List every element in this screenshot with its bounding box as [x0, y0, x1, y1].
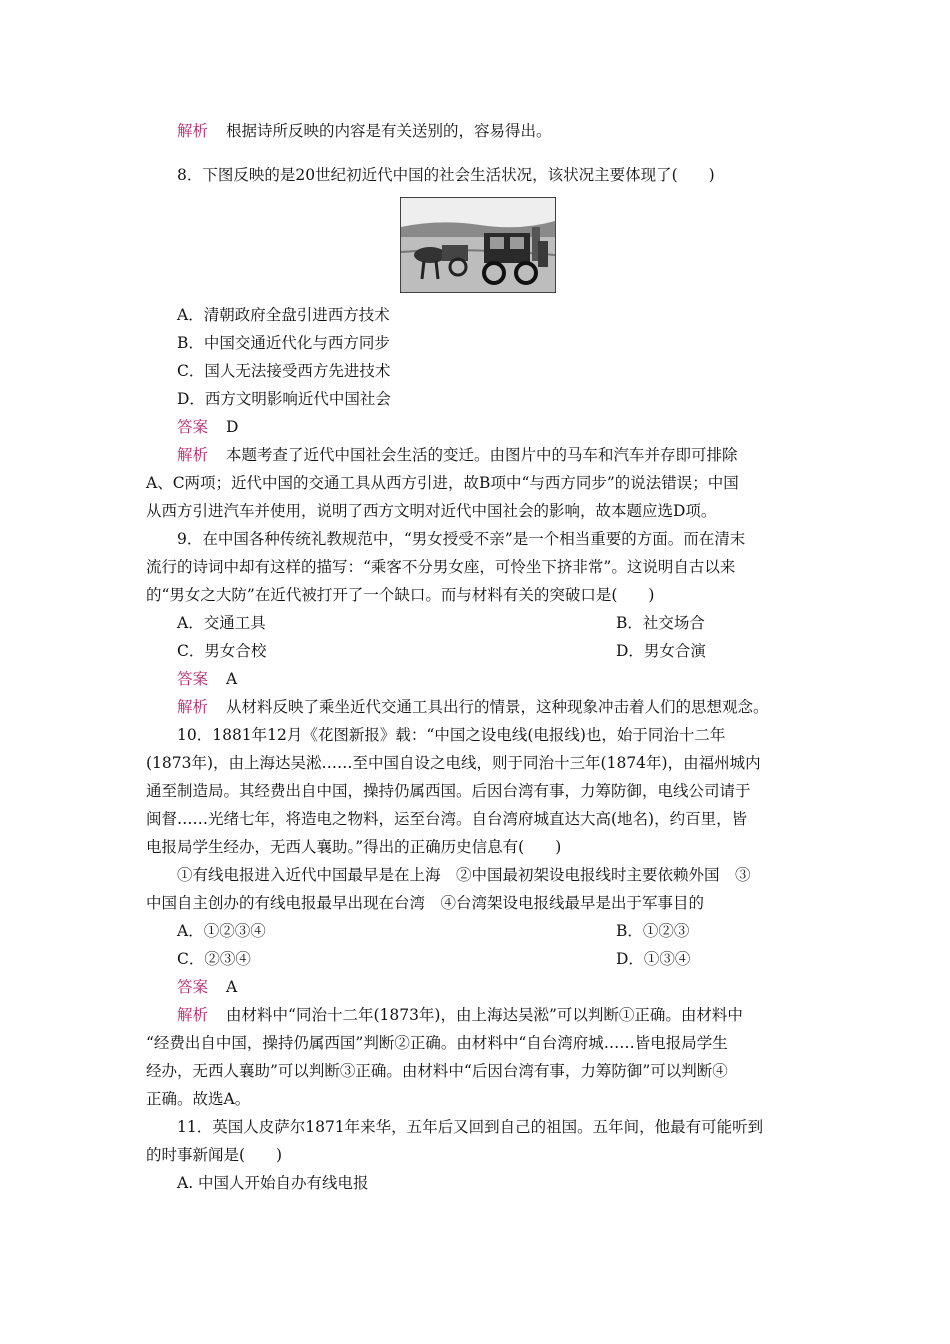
q9-analysis [146, 693, 806, 721]
q10-analysis-line-4: 正确。故选A。 [146, 1090, 251, 1108]
q10-analysis-line-1 [146, 1001, 806, 1029]
q9-stem-line-3: 的“男女之大防”在近代被打开了一个缺口。而与材料有关的突破口是( ) [146, 586, 655, 604]
q10-stem-line-1: 10．1881年12月《花图新报》载：“中国之设电线(电报线)也，始于同治十二年 [177, 726, 726, 744]
document-page [146, 117, 806, 1197]
q10-options-row-2 [146, 945, 806, 973]
q8-option-a: A．清朝政府全盘引进西方技术 [177, 306, 390, 324]
answer-value: A [226, 978, 238, 996]
q10-option-a: A．①②③④ [177, 922, 266, 940]
q8-option-b: B．中国交通近代化与西方同步 [177, 334, 390, 352]
q11-stem-line-1: 11．英国人皮萨尔1871年来华，五年后又回到自己的祖国。五年间，他最有可能听到 [177, 1118, 764, 1136]
answer-tag: 答案 [177, 670, 209, 688]
q9-option-b: B．社交场合 [616, 614, 705, 632]
q11-option-a: A. 中国人开始自办有线电报 [177, 1174, 369, 1192]
q10-analysis-line-2: “经费出自中国，操持仍属西国”判断②正确。由材料中“自台湾府城……皆电报局学生 [146, 1034, 728, 1052]
q9-stem-line-1: 9．在中国各种传统礼教规范中，“男女授受不亲”是一个相当重要的方面。而在清末 [177, 530, 746, 548]
q10-stem-line-2: (1873年)，由上海达吴淞……至中国自设之电线，则于同治十三年(1874年)，由福州城内 [146, 754, 761, 772]
analysis-tag: 解析 [177, 698, 209, 716]
q10-statements-line-2: 中国自主创办的有线电报最早出现在台湾 ④台湾架设电报线最早是出于军事目的 [146, 894, 705, 912]
analysis-text: 从材料反映了乘坐近代交通工具出行的情景，这种现象冲击着人们的思想观念。 [226, 698, 769, 716]
analysis-tag: 解析 [177, 446, 209, 464]
q8-answer [146, 413, 806, 441]
answer-value: A [226, 670, 238, 688]
q10-options-row-1 [146, 917, 806, 945]
q11-stem-line-2: 的时事新闻是( ) [146, 1146, 283, 1164]
q10-analysis-line-3: 经办，无西人襄助”可以判断③正确。由材料中“后因台湾有事，力筹防御”可以判断④ [146, 1062, 728, 1080]
q9-options-row-1 [146, 609, 806, 637]
answer-tag: 答案 [177, 418, 209, 436]
prev-analysis [146, 117, 806, 145]
q10-stem-line-5: 电报局学生经办，无西人襄助。”得出的正确历史信息有( ) [146, 838, 562, 856]
q10-answer [146, 973, 806, 1001]
q8-analysis-line-3: 从西方引进汽车并使用，说明了西方文明对近代中国社会的影响，故本题应选D项。 [146, 502, 717, 520]
q9-answer [146, 665, 806, 693]
q10-statements-line-1: ①有线电报进入近代中国最早是在上海 ②中国最初架设电报线时主要依赖外国 ③ [177, 866, 751, 884]
q10-option-d: D．①③④ [616, 950, 691, 968]
q8-option-c: C．国人无法接受西方先进技术 [177, 362, 391, 380]
q8-analysis-line-1 [146, 441, 806, 469]
q8-option-d: D．西方文明影响近代中国社会 [177, 390, 391, 408]
analysis-tag: 解析 [177, 1006, 209, 1024]
analysis-text: 由材料中“同治十二年(1873年)，由上海达吴淞”可以判断①正确。由材料中 [226, 1006, 743, 1024]
q8-analysis-line-2: A、C两项；近代中国的交通工具从西方引进，故B项中“与西方同步”的说法错误；中国 [146, 474, 739, 492]
q10-stem-line-4: 闽督……光绪七年，将造电之物料，运至台湾。自台湾府城直达大高(地名)，约百里，皆 [146, 810, 748, 828]
q8-photo [400, 197, 556, 293]
answer-value: D [226, 418, 239, 436]
q10-option-c: C．②③④ [177, 950, 251, 968]
q10-option-b: B．①②③ [616, 922, 690, 940]
analysis-text: 根据诗所反映的内容是有关送别的，容易得出。 [226, 122, 552, 140]
q9-options-row-2 [146, 637, 806, 665]
q10-stem-line-3: 通至制造局。其经费出自中国，操持仍属西国。后因台湾有事，力筹防御，电线公司请于 [146, 782, 751, 800]
analysis-tag: 解析 [177, 122, 209, 140]
answer-tag: 答案 [177, 978, 209, 996]
q8-stem: 8．下图反映的是20世纪初近代中国的社会生活状况，该状况主要体现了( ) [177, 166, 715, 184]
q9-option-d: D．男女合演 [616, 642, 706, 660]
q9-option-a: A．交通工具 [177, 614, 266, 632]
horse-carriage-and-car-photo [400, 197, 556, 293]
analysis-text: 本题考查了近代中国社会生活的变迁。由图片中的马车和汽车并存即可排除 [226, 446, 738, 464]
q9-stem-line-2: 流行的诗词中却有这样的描写：“乘客不分男女座，可怜坐下挤非常”。这说明自古以来 [146, 558, 736, 576]
q9-option-c: C．男女合校 [177, 642, 267, 660]
